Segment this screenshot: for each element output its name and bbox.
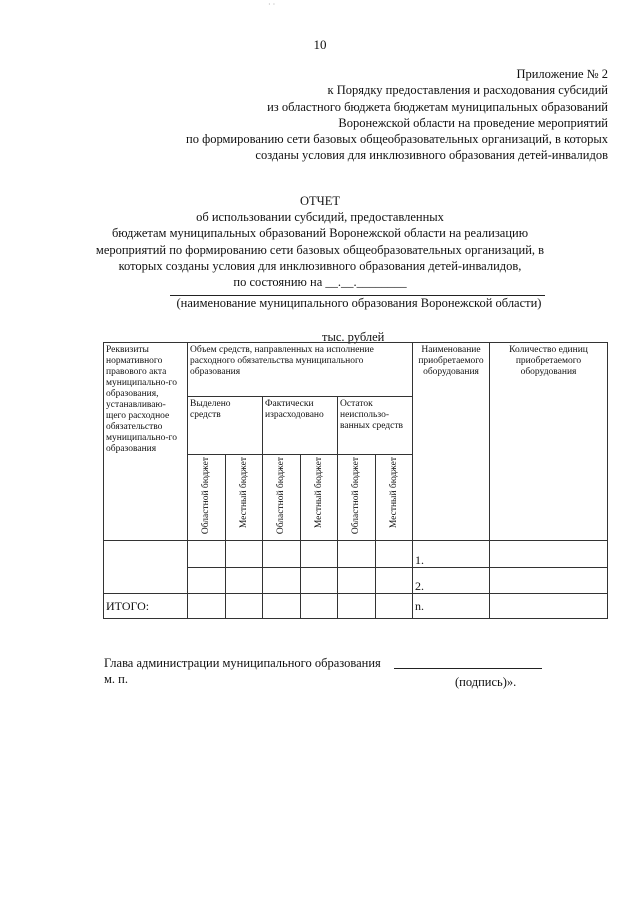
title-line: об использовании субсидий, предоставленных (196, 210, 444, 225)
row-marker: 1. (413, 541, 490, 568)
table-row (104, 541, 608, 568)
row-marker: n. (413, 594, 490, 619)
header-volume: Объем средств, направленных на исполнение расходного обязательства муниципального образования (188, 343, 413, 397)
signature-caption: (подпись)». (455, 675, 517, 689)
header-equipment-name: Наименование приобретаемого оборудования (413, 343, 490, 541)
appendix-line: к Порядку предоставления и расходования субсидий (327, 83, 608, 98)
appendix-header (186, 66, 608, 164)
title-line: мероприятий по формированию сети базовых общеобразовательных организаций, в (95, 242, 545, 257)
table-cell (263, 594, 301, 619)
total-label: ИТОГО: (104, 594, 188, 619)
table-cell (376, 594, 413, 619)
municipality-caption: (наименование муниципального образования Воронежской области) (176, 296, 542, 310)
head-label: Глава администрации муниципального образования (104, 656, 381, 670)
signature-line (394, 668, 542, 669)
subheader-local: Местный бюджет (301, 455, 338, 541)
subheader-local: Местный бюджет (226, 455, 263, 541)
appendix-line: созданы условия для инклюзивного образования детей-инвалидов (255, 148, 608, 163)
table-cell (376, 541, 413, 568)
table-cell (301, 541, 338, 568)
table-cell (338, 568, 376, 594)
subheader-regional: Областной бюджет (338, 455, 376, 541)
seal-label: м. п. (104, 672, 128, 686)
subheader-regional: Областной бюджет (263, 455, 301, 541)
subheader-regional: Областной бюджет (188, 455, 226, 541)
table-cell (226, 541, 263, 568)
table-cell (490, 568, 608, 594)
report-title (0, 193, 640, 290)
header-allocated: Выделено средств (188, 397, 263, 455)
appendix-line: по формированию сети базовых общеобразовательных организаций, в которых (186, 132, 608, 147)
table-cell (490, 594, 608, 619)
table-cell (263, 541, 301, 568)
title-line: бюджетам муниципальных образований Воронежской области на реализацию (111, 226, 529, 241)
page-number: 10 (313, 37, 327, 52)
table-cell (338, 541, 376, 568)
title-line: по состоянию на __.__.________ (233, 275, 407, 290)
table-cell (490, 541, 608, 568)
unit-label: тыс. рублей (322, 330, 385, 344)
table-cell (263, 568, 301, 594)
table-cell (301, 594, 338, 619)
table-cell (188, 594, 226, 619)
appendix-line: Воронежской области на проведение мероприятий (338, 115, 608, 130)
table-cell (301, 568, 338, 594)
header-equipment-qty: Количество единиц приобретаемого оборудования (490, 343, 608, 541)
header-spent: Фактически израсходовано (263, 397, 338, 455)
table-cell (188, 541, 226, 568)
table-cell (338, 594, 376, 619)
report-table (103, 342, 608, 619)
header-requisites: Реквизиты нормативного правового акта муниципально-го образования, устанавливаю-щего расходное обязательство муниципально-го образования (104, 343, 188, 541)
appendix-line: Приложение № 2 (516, 67, 608, 81)
report-heading: ОТЧЕТ (299, 194, 341, 208)
scan-mark: · · (268, 0, 276, 9)
appendix-line: из областного бюджета бюджетам муниципальных образований (267, 99, 608, 114)
table-cell (104, 541, 188, 594)
total-row (104, 594, 608, 619)
row-marker: 2. (413, 568, 490, 594)
table-cell (226, 568, 263, 594)
table-cell (226, 594, 263, 619)
table-cell (188, 568, 226, 594)
table-cell (376, 568, 413, 594)
title-line: которых созданы условия для инклюзивного образования детей-инвалидов, (118, 258, 522, 273)
header-remaining: Остаток неиспользо-ванных средств (338, 397, 413, 455)
subheader-local: Местный бюджет (376, 455, 413, 541)
